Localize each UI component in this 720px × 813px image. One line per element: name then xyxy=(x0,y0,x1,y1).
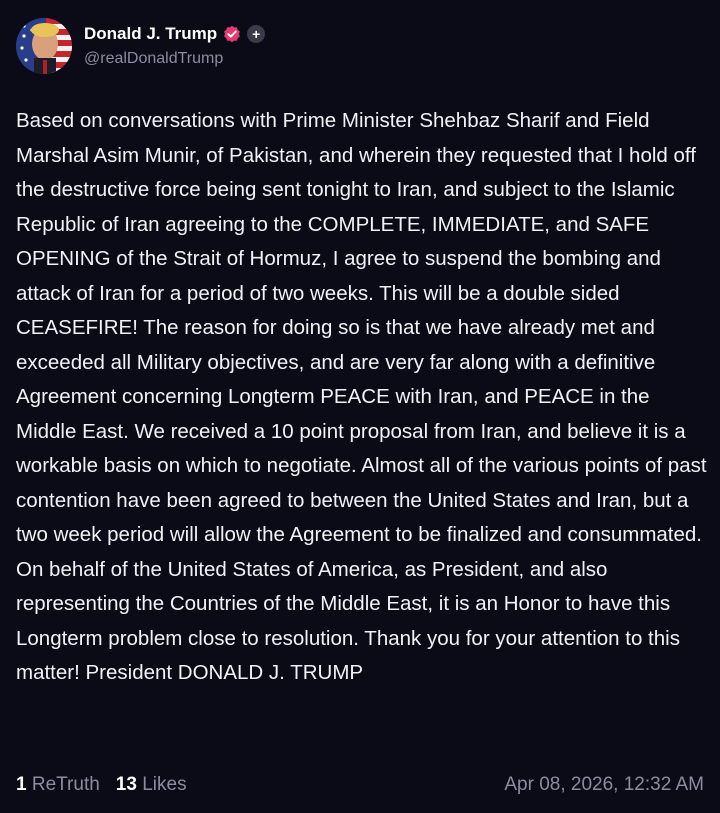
author-name[interactable]: Donald J. Trump xyxy=(84,24,218,43)
likes-count: 13 xyxy=(115,774,137,795)
author-handle[interactable]: @realDonaldTrump xyxy=(84,50,224,67)
follow-plus-icon[interactable]: + xyxy=(247,25,265,43)
post-body-text: Based on conversations with Prime Minister Shehbaz Sharif and Field Marshal Asim Munir, of Pakistan, and wherein they requested that I hold off the destructive force being sent tonight to Iran, and subject to the Islamic Republic of Iran agreeing to the COMPLETE, IMMEDIATE, and SAFE OPENING of the Strait of Hormuz, I agree to suspend the bombing and attack of Iran for a period of two weeks. This will be a double sided CEASEFIRE! The reason for doing so is that we have already met and exceeded all Military objectives, and are very far along with a definitive Agreement concerning Longterm PEACE with Iran, and PEACE in the Middle East. We received a 10 point proposal from Iran, and believe it is a workable basis on which to negotiate. Almost all of the various points of past contention have been agreed to between the United States and Iran, but a two week period will allow the Agreement to be finalized and consummated. On behalf of the United States of America, as President, and also representing the Countries of the Middle East, it is an Honor to have this Longterm problem close to resolution. Thank you for your attention to this matter! President DONALD J. TRUMP xyxy=(16,109,707,684)
author-identity xyxy=(84,24,265,68)
retruths-label: ReTruth xyxy=(31,774,100,795)
post-timestamp[interactable]: Apr 08, 2026, 12:32 AM xyxy=(504,774,704,795)
flag-portrait-avatar-icon xyxy=(16,18,72,74)
avatar[interactable] xyxy=(16,18,72,74)
name-row xyxy=(84,24,265,44)
likes-label: Likes xyxy=(142,774,187,795)
retruths-stat[interactable] xyxy=(16,774,100,796)
verified-badge-icon xyxy=(223,25,241,43)
post-stats xyxy=(16,774,187,796)
likes-stat[interactable] xyxy=(116,774,187,796)
post-footer xyxy=(16,770,704,800)
post-header xyxy=(16,18,265,74)
retruths-count: 1 xyxy=(16,774,27,795)
